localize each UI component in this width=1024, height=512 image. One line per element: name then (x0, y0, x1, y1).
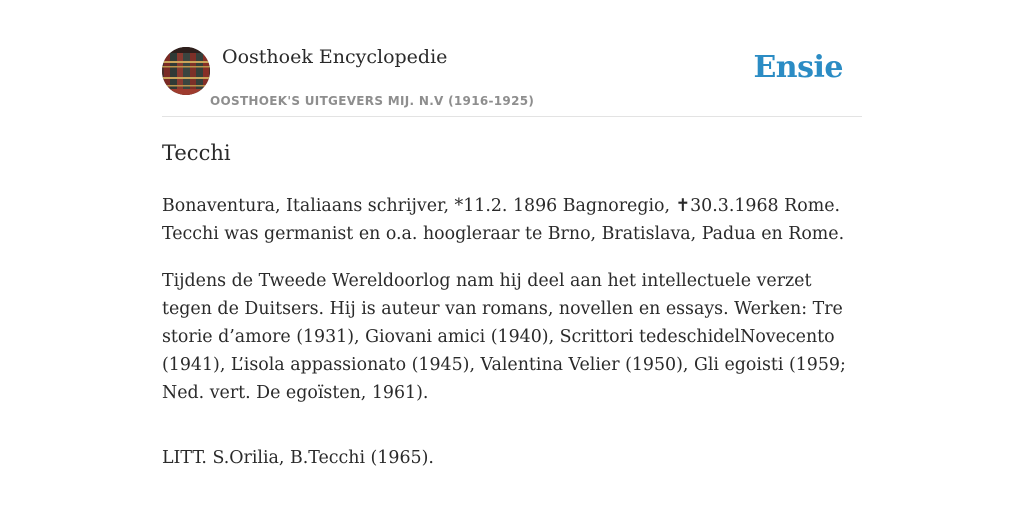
book-spines-logo-icon[interactable] (162, 47, 210, 95)
source-title[interactable]: Oosthoek Encyclopedie (222, 46, 448, 68)
brand-logo[interactable]: Ensie (753, 50, 843, 85)
entry-content (162, 192, 866, 491)
header (162, 0, 862, 117)
literature-reference: LITT. S.Orilia, B.Tecchi (1965). (162, 448, 434, 468)
entry-paragraph: Bonaventura, Italiaans schrijver, *11.2. 1896 Bagnoregio, ✝30.3.1968 Rome. Tecchi was germanist en o.a. hoogleraar te Brno, Bratislava, Padua en Rome. (162, 196, 845, 244)
entry-paragraph: Tijdens de Tweede Wereldoorlog nam hij deel aan het intellectuele verzet tegen de Duitsers. Hij is auteur van romans, novellen en essays. Werken: Tre storie d’amore (1931), Giovani amici (1940), Scrittori tedeschidelNovecento (1941), L’isola appassionato (1945), Valentina Velier (1950), Gli egoisti (1959; Ned. vert. De egoïsten, 1961). (162, 271, 846, 403)
source-subtitle: OOSTHOEK'S UITGEVERS MIJ. N.V (1916-1925) (210, 94, 535, 108)
entry-title: Tecchi (162, 141, 231, 165)
page (162, 0, 862, 468)
